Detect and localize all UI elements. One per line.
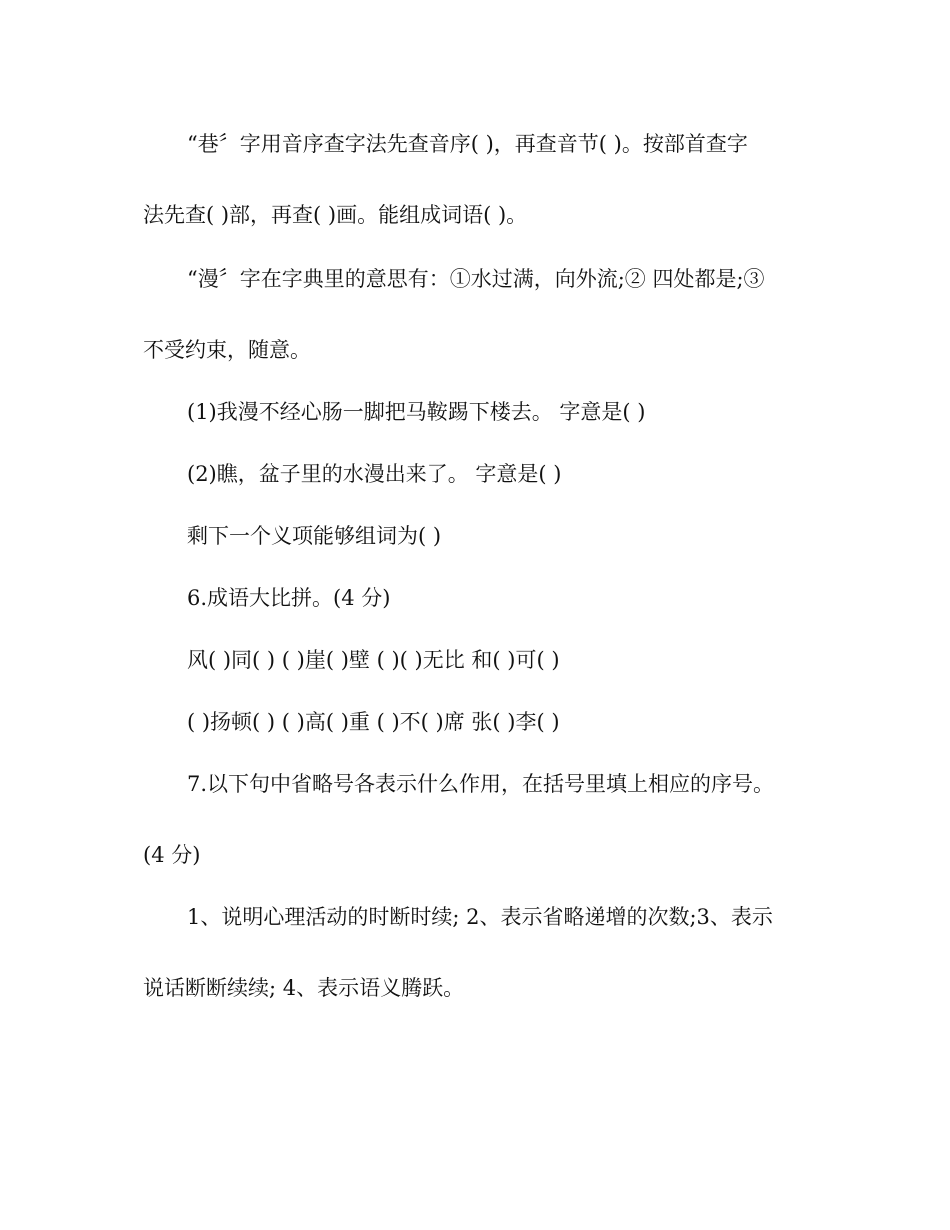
paragraph-line: “巷〞字用音序查字法先查音序( )，再查音节( )。按部首查字 xyxy=(187,132,748,156)
paragraph-line: “漫〞字在字典里的意思有：①水过满，向外流;② 四处都是;③ xyxy=(187,267,765,291)
section-heading: 7.以下句中省略号各表示什么作用，在括号里填上相应的序号。 xyxy=(187,772,775,796)
idiom-row: ( )扬顿( ) ( )高( )重 ( )不( )席 张( )李( ) xyxy=(187,710,560,734)
paragraph-line: 法先查( )部，再查( )画。能组成词语( )。 xyxy=(143,203,528,227)
paragraph-line: 剩下一个义项能够组词为( ) xyxy=(187,524,442,548)
idiom-row: 风( )同( ) ( )崖( )壁 ( )( )无比 和( )可( ) xyxy=(187,648,560,672)
paragraph-line: (2)瞧，盆子里的水漫出来了。 字意是( ) xyxy=(187,462,562,486)
paragraph-line: 说话断断续续; 4、表示语义腾跃。 xyxy=(143,976,465,1000)
section-heading: 6.成语大比拼。(4 分) xyxy=(187,586,391,610)
paragraph-line: (1)我漫不经心肠一脚把马鞍踢下楼去。 字意是( ) xyxy=(187,400,646,424)
paragraph-line: 1、说明心理活动的时断时续; 2、表示省略递增的次数;3、表示 xyxy=(187,905,773,929)
paragraph-line: 不受约束，随意。 xyxy=(143,338,311,362)
paragraph-line: (4 分) xyxy=(143,843,201,867)
